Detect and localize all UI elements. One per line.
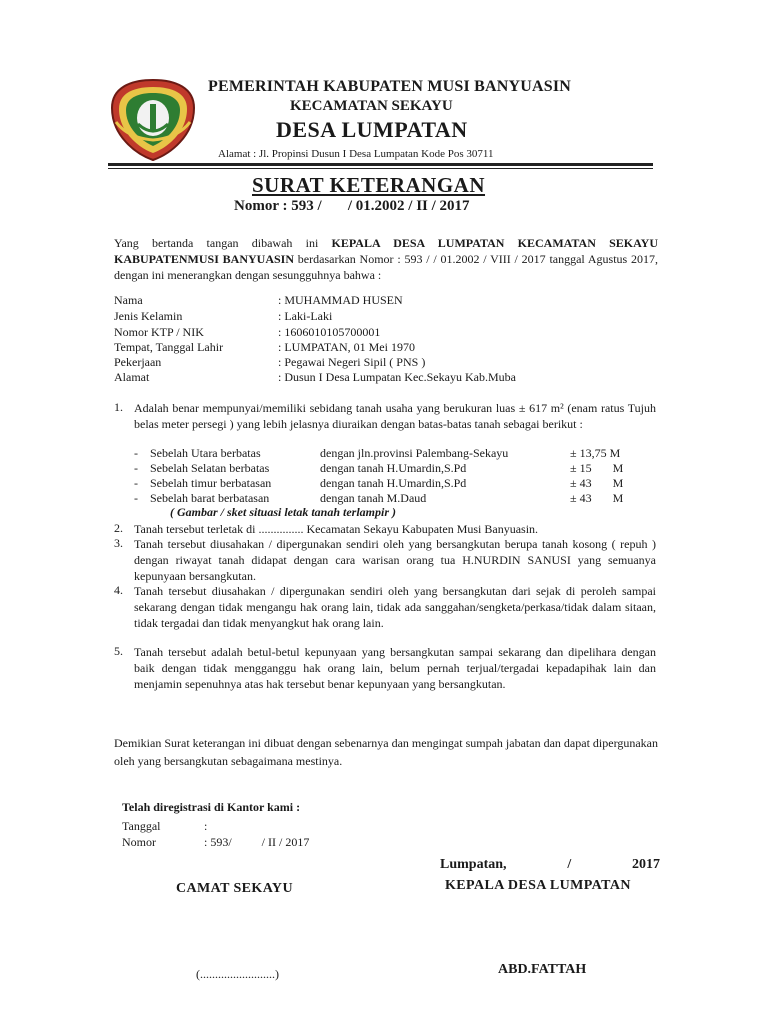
border-length: ± 13,75 M <box>570 446 621 460</box>
border-dash: - <box>134 446 138 460</box>
subdistrict-head-title: CAMAT SEKAYU <box>176 881 293 896</box>
header-divider-thick <box>108 163 653 166</box>
border-side: Sebelah Utara berbatas <box>150 446 261 460</box>
village-head-name: ABD.FATTAH <box>498 962 587 977</box>
border-description: dengan jln.provinsi Palembang-Sekayu <box>320 446 509 460</box>
address-line: Alamat : Jl. Propinsi Dusun I Desa Lumpatan Kode Pos 30711 <box>218 148 494 160</box>
intro-paragraph <box>114 235 658 283</box>
registration-number-label: Nomor <box>122 835 156 849</box>
government-line: PEMERINTAH KABUPATEN MUSI BANYUASIN <box>208 78 572 95</box>
item-text: Tanah tersebut diusahakan / dipergunakan sendiri oleh yang bersangkutan dari sejak di peroleh sampai sekarang dengan tidak mengangu hak orang lain, tidak ada sanggahan/sengketa/perkasa/tidak dalam sitaan, tidak tergadai dan tidak menyangkut hak orang lain. <box>134 584 656 630</box>
village-head-title: KEPALA DESA LUMPATAN <box>445 878 631 893</box>
border-side: Sebelah Selatan berbatas <box>150 461 270 475</box>
item-number: 4. <box>114 583 123 597</box>
sketch-note: ( Gambar / sket situasi letak tanah terlampir ) <box>170 505 397 519</box>
field-label-nik: Nomor KTP / NIK <box>114 325 204 339</box>
registration-date-value: : <box>204 819 208 833</box>
border-description: dengan tanah H.Umardin,S.Pd <box>320 476 467 490</box>
field-label-pekerjaan: Pekerjaan <box>114 355 162 369</box>
village-name: DESA LUMPATAN <box>276 117 468 142</box>
border-length: ± 43 M <box>570 491 624 505</box>
registration-date-label: Tanggal <box>122 819 161 833</box>
field-value-pekerjaan: : Pegawai Negeri Sipil ( PNS ) <box>278 355 426 369</box>
registration-number-value: : 593/ / II / 2017 <box>204 835 310 849</box>
border-length: ± 43 M <box>570 476 624 490</box>
border-description: dengan tanah H.Umardin,S.Pd <box>320 461 467 475</box>
border-length: ± 15 M <box>570 461 624 475</box>
field-value-alamat: : Dusun I Desa Lumpatan Kec.Sekayu Kab.Muba <box>278 370 516 384</box>
signing-year: 2017 <box>631 857 660 872</box>
signing-date-slash: / <box>567 857 572 872</box>
field-label-jenis-kelamin: Jenis Kelamin <box>114 309 183 323</box>
border-dash: - <box>134 476 138 490</box>
field-value-nik: : 1606010105700001 <box>278 325 381 339</box>
border-dash: - <box>134 491 138 505</box>
border-side: Sebelah barat berbatasan <box>150 491 270 505</box>
border-side: Sebelah timur berbatasan <box>150 476 272 490</box>
header-divider-thin <box>108 168 653 169</box>
border-dash: - <box>134 461 138 475</box>
field-label-alamat: Alamat <box>114 370 150 384</box>
closing-paragraph: Demikian Surat keterangan ini dibuat dengan sebenarnya dan mengingat sumpah jabatan dan dapat dipergunakan oleh yang bersangkutan sebagaimana mestinya. <box>114 736 658 768</box>
document-number: Nomor : 593 / / 01.2002 / II / 2017 <box>234 198 470 214</box>
item-text: Adalah benar mempunyai/memiliki sebidang tanah usaha yang berukuran luas ± 617 m² (enam ratus Tujuh belas meter persegi ) yang lebih jelasnya diuraikan dengan batas-batas tanah sebagai berikut : <box>134 401 656 431</box>
signing-place: Lumpatan, <box>440 857 507 872</box>
field-value-nama: : MUHAMMAD HUSEN <box>278 293 403 307</box>
item-number: 2. <box>114 521 123 535</box>
signing-date <box>440 857 660 873</box>
intro-text-1: Yang bertanda tangan dibawah ini <box>114 236 332 250</box>
district-line: KECAMATAN SEKAYU <box>290 98 453 114</box>
border-description: dengan tanah M.Daud <box>320 491 427 505</box>
field-value-ttl: : LUMPATAN, 01 Mei 1970 <box>278 340 415 354</box>
item-text: Tanah tersebut terletak di ............... Kecamatan Sekayu Kabupaten Musi Banyuasin. <box>134 522 539 536</box>
item-number: 5. <box>114 644 123 658</box>
subdistrict-head-name: (.........................) <box>196 967 279 981</box>
field-label-nama: Nama <box>114 293 143 307</box>
item-number: 3. <box>114 536 123 550</box>
document-title: SURAT KETERANGAN <box>252 173 486 197</box>
item-number: 1. <box>114 400 123 414</box>
regency-emblem-logo <box>108 78 198 162</box>
item-text: Tanah tersebut adalah betul-betul kepunyaan yang bersangkutan sampai sekarang dan dipelihara dengan baik dengan tidak mengganggu hak orang lain, belum pernah terjual/tergadai kepadapihak lain dan menjamin sepenuhnya atas hak tersebut benar kepunyaan yang bersangkutan. <box>134 645 656 691</box>
registration-heading: Telah diregistrasi di Kantor kami : <box>122 800 301 814</box>
intro-text-2: berdasarkan Nomor : 593 / / 01.2002 / VIII / 2017 tanggal Agustus 2017, dengan ini menerangkan dengan sesungguhnya bahwa : <box>114 252 658 282</box>
field-value-jenis-kelamin: : Laki-Laki <box>278 309 333 323</box>
item-text: Tanah tersebut diusahakan / dipergunakan sendiri oleh yang bersangkutan berupa tanah kosong ( repuh ) dengan riwayat tanah didapat dengan cara warisan orang tua H.NURDIN SANUSI yang semuanya kepunyaan bersangkutan. <box>134 537 656 583</box>
field-label-ttl: Tempat, Tanggal Lahir <box>114 340 224 354</box>
intro-bold: KEPALA DESA LUMPATAN KECAMATAN SEKAYU KABUPATENMUSI BANYUASIN <box>114 236 659 266</box>
